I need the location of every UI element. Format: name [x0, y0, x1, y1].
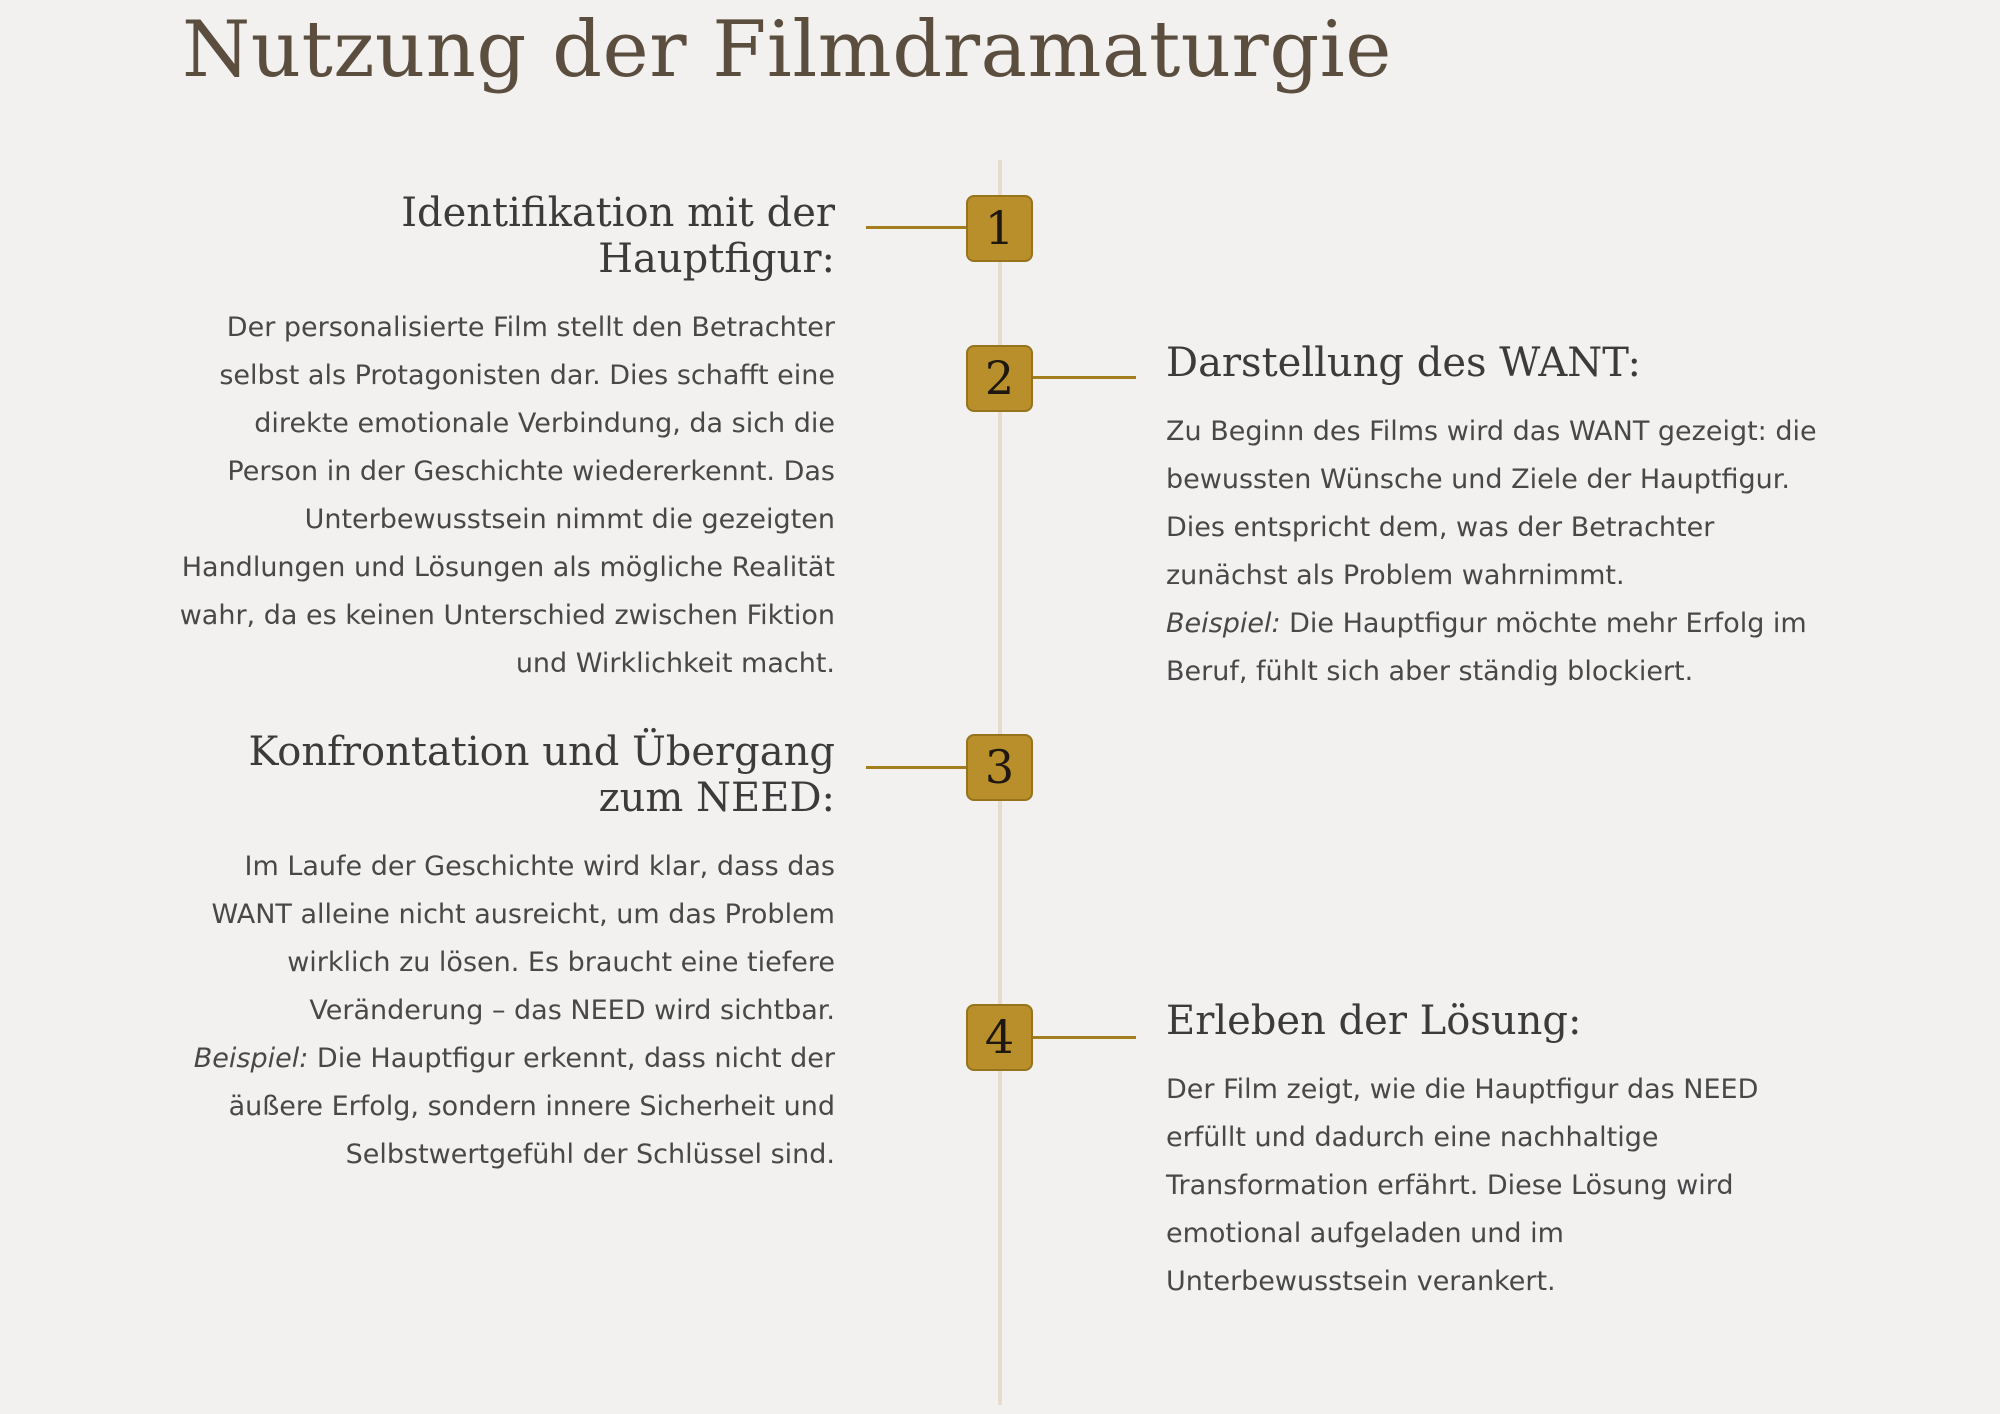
step-2-body — [1166, 408, 1836, 696]
step-1-heading: Identifikation mit der Hauptfigur: — [401, 190, 835, 282]
step-1 — [170, 190, 835, 688]
step-4-badge: 4 — [966, 1004, 1033, 1071]
step-3-body-text: Im Laufe der Geschichte wird klar, dass das WANT alleine nicht ausreicht, um das Problem wirklich zu lösen. Es braucht eine tiefere Veränderung – das NEED wird sichtbar. — [211, 851, 835, 1026]
step-1-connector — [866, 226, 968, 229]
step-2-heading: Darstellung des WANT: — [1166, 340, 1641, 386]
step-2-example-text: Die Hauptfigur möchte mehr Erfolg im Beruf, fühlt sich aber ständig blockiert. — [1166, 608, 1807, 687]
page-title: Nutzung der Filmdramaturgie — [182, 5, 1392, 95]
step-3-example-text: Die Hauptfigur erkennt, dass nicht der äußere Erfolg, sondern innere Sicherheit und Selbstwertgefühl der Schlüssel sind. — [228, 1043, 835, 1170]
step-2-badge: 2 — [966, 345, 1033, 412]
step-3-heading-line-2: zum NEED: — [598, 775, 835, 821]
step-3-example-label: Beispiel: — [193, 1043, 309, 1074]
step-4-connector — [1032, 1036, 1136, 1039]
step-1-body: Der personalisierte Film stellt den Betrachter selbst als Protagonisten dar. Dies schafft eine direkte emotionale Verbindung, da sich die Person in der Geschichte wiedererkennt. Das Unterbewusstsein nimmt die gezeigten Handlungen und Lösungen als mögliche Realität wahr, da es keinen Unterschied zwischen Fiktion und Wirklichkeit macht. — [179, 312, 835, 679]
step-2 — [1166, 340, 1836, 696]
step-3-badge: 3 — [966, 734, 1033, 801]
step-4 — [1166, 998, 1806, 1306]
step-2-example-label: Beispiel: — [1166, 608, 1281, 639]
step-3-body — [170, 843, 835, 1179]
step-3-heading — [170, 729, 835, 821]
step-3-connector — [866, 766, 968, 769]
step-3-heading-line-1: Konfrontation und Übergang — [248, 729, 835, 775]
step-1-badge: 1 — [966, 195, 1033, 262]
step-2-body-text: Zu Beginn des Films wird das WANT gezeigt: die bewussten Wünsche und Ziele der Hauptfigur. Dies entspricht dem, was der Betrachter zunächst als Problem wahrnimmt. — [1166, 416, 1817, 591]
step-2-connector — [1032, 376, 1136, 379]
step-4-heading: Erleben der Lösung: — [1166, 998, 1582, 1044]
step-3 — [170, 729, 835, 1179]
step-4-body: Der Film zeigt, wie die Hauptfigur das NEED erfüllt und dadurch eine nachhaltige Transformation erfährt. Diese Lösung wird emotional aufgeladen und im Unterbewusstsein verankert. — [1166, 1074, 1759, 1297]
